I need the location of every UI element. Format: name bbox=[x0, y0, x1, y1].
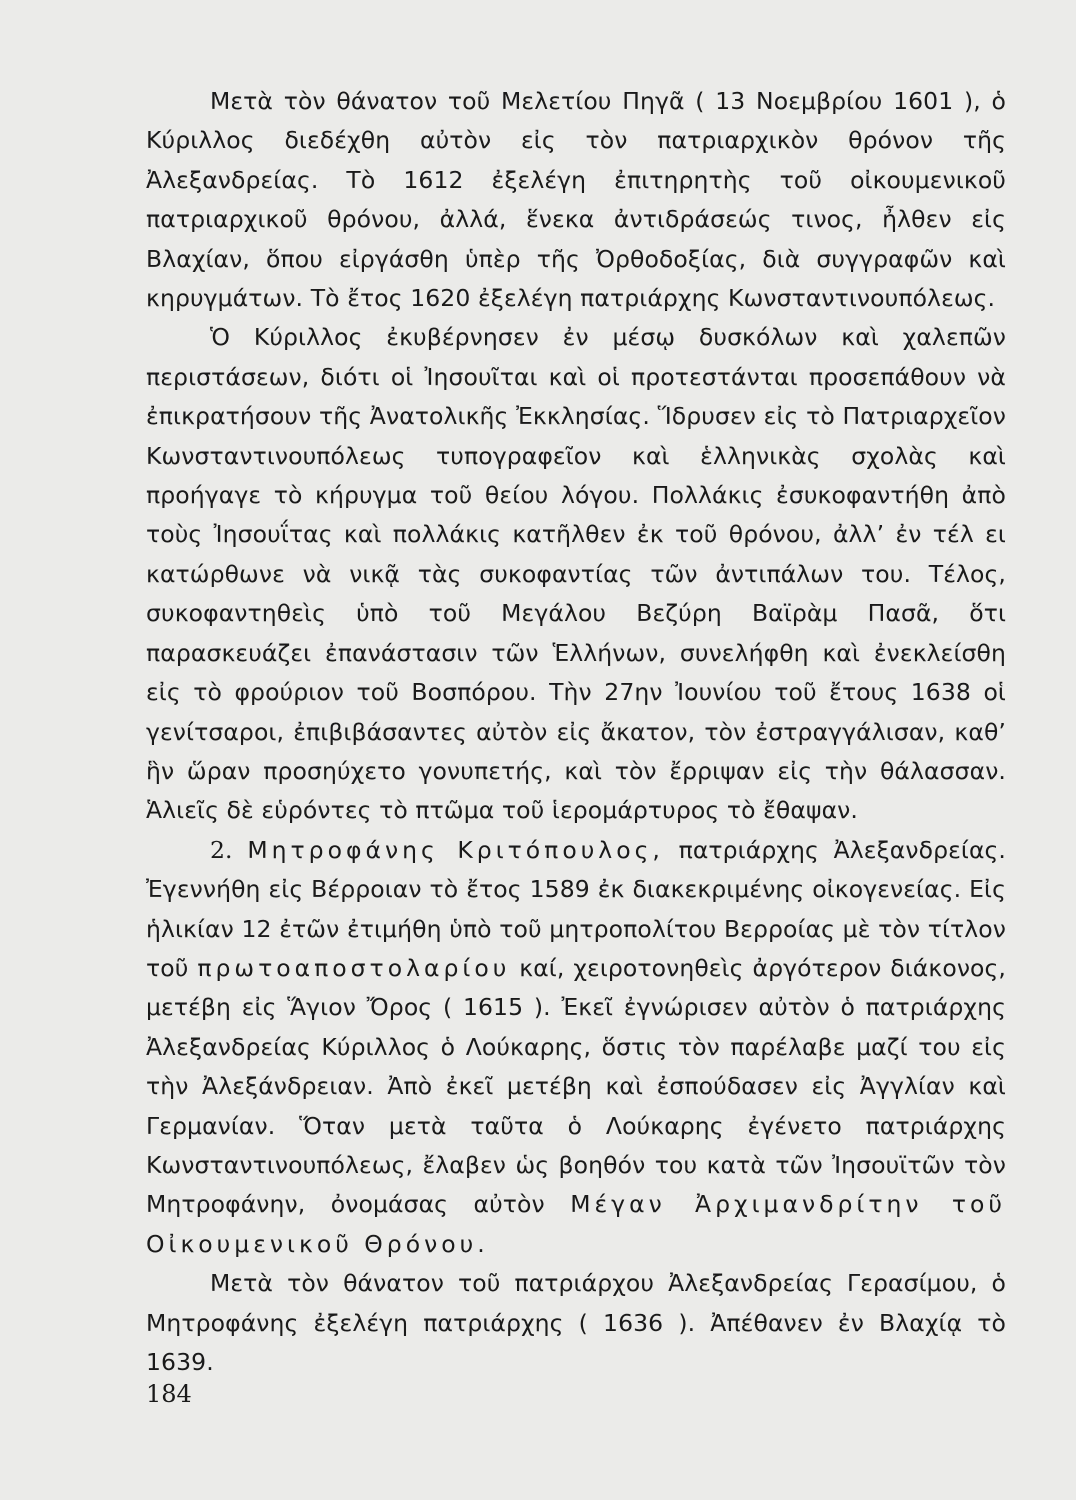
paragraph-4: Μετὰ τὸν θάνατον τοῦ πατριάρχου Ἀλεξανδρείας Γερασίμου, ὁ Μητροφάνης ἐξελέγη πατριάρχης ( 1636 ). Ἀπέθανεν ἐν Βλαχίᾳ τὸ 1639. bbox=[146, 1269, 1006, 1376]
paragraph-3-text-b: καί, χειροτονηθεὶς ἀργότερον διάκονος, μετέβη εἰς Ἅγιον Ὄρος ( 1615 ). Ἐκεῖ ἐγνώρισεν αὐτὸν ὁ πατριάρχης Ἀλεξανδρείας Κύριλλος ὁ Λούκαρης, ὅστις τὸν παρέλαβε μαζί του εἰς τὴν Ἀλεξάνδρειαν. Ἀπὸ ἐκεῖ μετέβη καὶ ἐσπούδασεν εἰς Ἀγγλίαν καὶ Γερμανίαν. Ὅταν μετὰ ταῦτα ὁ Λούκαρης ἐγένετο πατριάρχης Κωνσταντινουπόλεως, ἔλαβεν ὡς βοηθόν του κατὰ τῶν Ἰησουϊτῶν τὸν Μητροφάνην, ὀνομάσας αὐτὸν bbox=[146, 953, 1006, 1219]
paragraph-3-text-a: πατριάρχης Ἀλεξανδρείας. Ἐγεννήθη εἰς Βέρροιαν τὸ ἔτος 1589 ἐκ διακεκριμένης οἰκογενείας. Εἰς ἡλικίαν 12 ἐτῶν ἐτιμήθη ὑπὸ τοῦ μητροπολίτου Βερροίας μὲ τὸν τίτλον τοῦ bbox=[146, 835, 1007, 982]
paragraph-2: Ὁ Κύριλλος ἐκυβέρνησεν ἐν μέσῳ δυσκόλων καὶ χαλεπῶν περιστάσεων, διότι οἱ Ἰησουῖται καὶ οἱ προτεστάνται προσεπάθουν νὰ ἐπικρατήσουν τῆς Ἀνατολικῆς Ἐκκλησίας. Ἵδρυσεν εἰς τὸ Πατριαρχεῖον Κωνσταντινουπόλεως τυπογραφεῖον καὶ ἑλληνικὰς σχολὰς καὶ προήγαγε τὸ κήρυγμα τοῦ θείου λόγου. Πολλάκις ἐσυκοφαντήθη ἀπὸ τοὺς Ἰησουΐτας καὶ πολλάκις κατῆλθεν ἐκ τοῦ θρόνου, ἀλλ’ ἐν τέλ ει κατώρθωνε νὰ νικᾷ τὰς συκοφαντίας τῶν ἀντιπάλων του. Τέλος, συκοφαντηθεὶς ὑπὸ τοῦ Μεγάλου Βεζύρη Βαϊρὰμ Πασᾶ, ὅτι παρασκευάζει ἐπανάστασιν τῶν Ἑλλήνων, συνελήφθη καὶ ἐνεκλείσθη εἰς τὸ φρούριον τοῦ Βοσπόρου. Τὴν 27ην Ἰουνίου τοῦ ἔτους 1638 οἱ γενίτσαροι, ἐπιβιβάσαντες αὐτὸν εἰς ἄκατον, τὸν ἐστραγγάλισαν, καθ’ ἣν ὥραν προσηύχετο γονυπετής, καὶ τὸν ἔρριψαν εἰς τὴν θάλασσαν. Ἁλιεῖς δὲ εὑρόντες τὸ πτῶμα τοῦ ἱερομάρτυρος τὸ ἔθαψαν. bbox=[146, 323, 1006, 825]
title-term: πρωτοαποστολαρίου bbox=[197, 953, 511, 982]
section-number: 2. bbox=[210, 835, 233, 864]
person-name: Μητροφάνης Κριτόπουλος, bbox=[247, 835, 664, 864]
page-number: 184 bbox=[146, 1380, 192, 1408]
paragraph-1: Μετὰ τὸν θάνατον τοῦ Μελετίου Πηγᾶ ( 13 Νοεμβρίου 1601 ), ὁ Κύριλλος διεδέχθη αὐτὸν εἰς τὸν πατριαρχικὸν θρόνον τῆς Ἀλεξανδρείας. Τὸ 1612 ἐξελέγη ἐπιτηρητὴς τοῦ οἰκουμενικοῦ πατριαρχικοῦ θρόνου, ἀλλά, ἕνεκα ἀντιδράσεώς τινος, ἦλθεν εἰς Βλαχίαν, ὅπου εἰργάσθη ὑπὲρ τῆς Ὀρθοδοξίας, διὰ συγγραφῶν καὶ κηρυγμάτων. Τὸ ἔτος 1620 ἐξελέγη πατριάρχης Κωνσταντινουπόλεως. bbox=[146, 87, 1006, 313]
paragraph-3 bbox=[146, 831, 1006, 1264]
body-text bbox=[146, 82, 1006, 1382]
honorific-title: Μέγαν Ἀρχιμανδρίτην τοῦ Οἰκουμενικοῦ Θρόνου. bbox=[146, 1190, 1006, 1258]
